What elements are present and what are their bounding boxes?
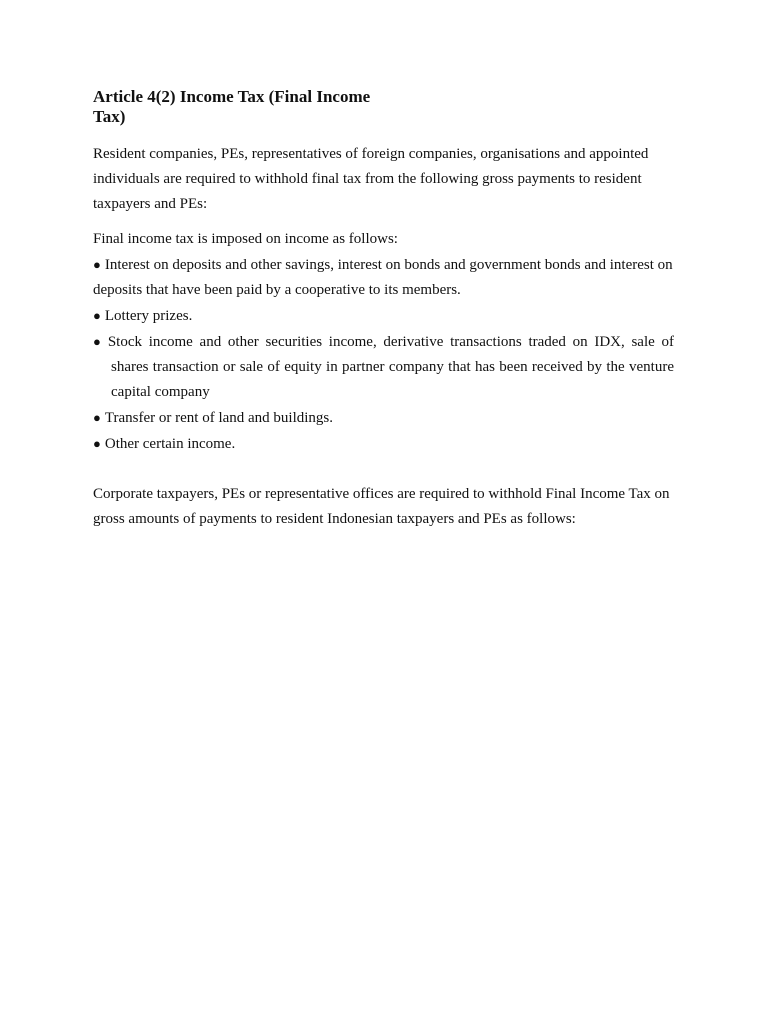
bullet-icon: ● <box>93 334 104 349</box>
bullet-icon: ● <box>93 410 101 425</box>
list-item <box>93 329 674 405</box>
list-item <box>93 252 674 303</box>
list-item <box>93 405 674 431</box>
document-content <box>93 87 674 532</box>
list-item-text: Interest on deposits and other savings, interest on bonds and government bonds and interest on deposits that have been paid by a cooperative to its members. <box>93 257 673 298</box>
bullet-icon: ● <box>93 436 101 451</box>
list-item-text: Lottery prizes. <box>104 308 193 324</box>
intro-paragraph: Resident companies, PEs, representatives of foreign companies, organisations and appointed individuals are required to withhold final tax from the following gross payments to resident taxpayers and PEs: <box>93 146 649 212</box>
bullet-icon: ● <box>93 257 101 272</box>
list-item <box>93 303 674 329</box>
list-item-text: Stock income and other securities income, derivative transactions traded on IDX, sale of shares transaction or sale of equity in partner company that has been received by the venture capital company <box>107 334 674 400</box>
list-intro: Final income tax is imposed on income as follows: <box>93 231 398 247</box>
list-item <box>93 431 674 457</box>
list-item-text: Other certain income. <box>104 436 236 452</box>
page-title: Article 4(2) Income Tax (Final Income Tax) <box>93 87 371 126</box>
income-list <box>93 252 674 457</box>
bullet-icon: ● <box>93 308 101 323</box>
closing-paragraph: Corporate taxpayers, PEs or representative offices are required to withhold Final Income Tax on gross amounts of payments to resident Indonesian taxpayers and PEs as follows: <box>93 486 670 527</box>
list-item-text: Transfer or rent of land and buildings. <box>104 410 334 426</box>
